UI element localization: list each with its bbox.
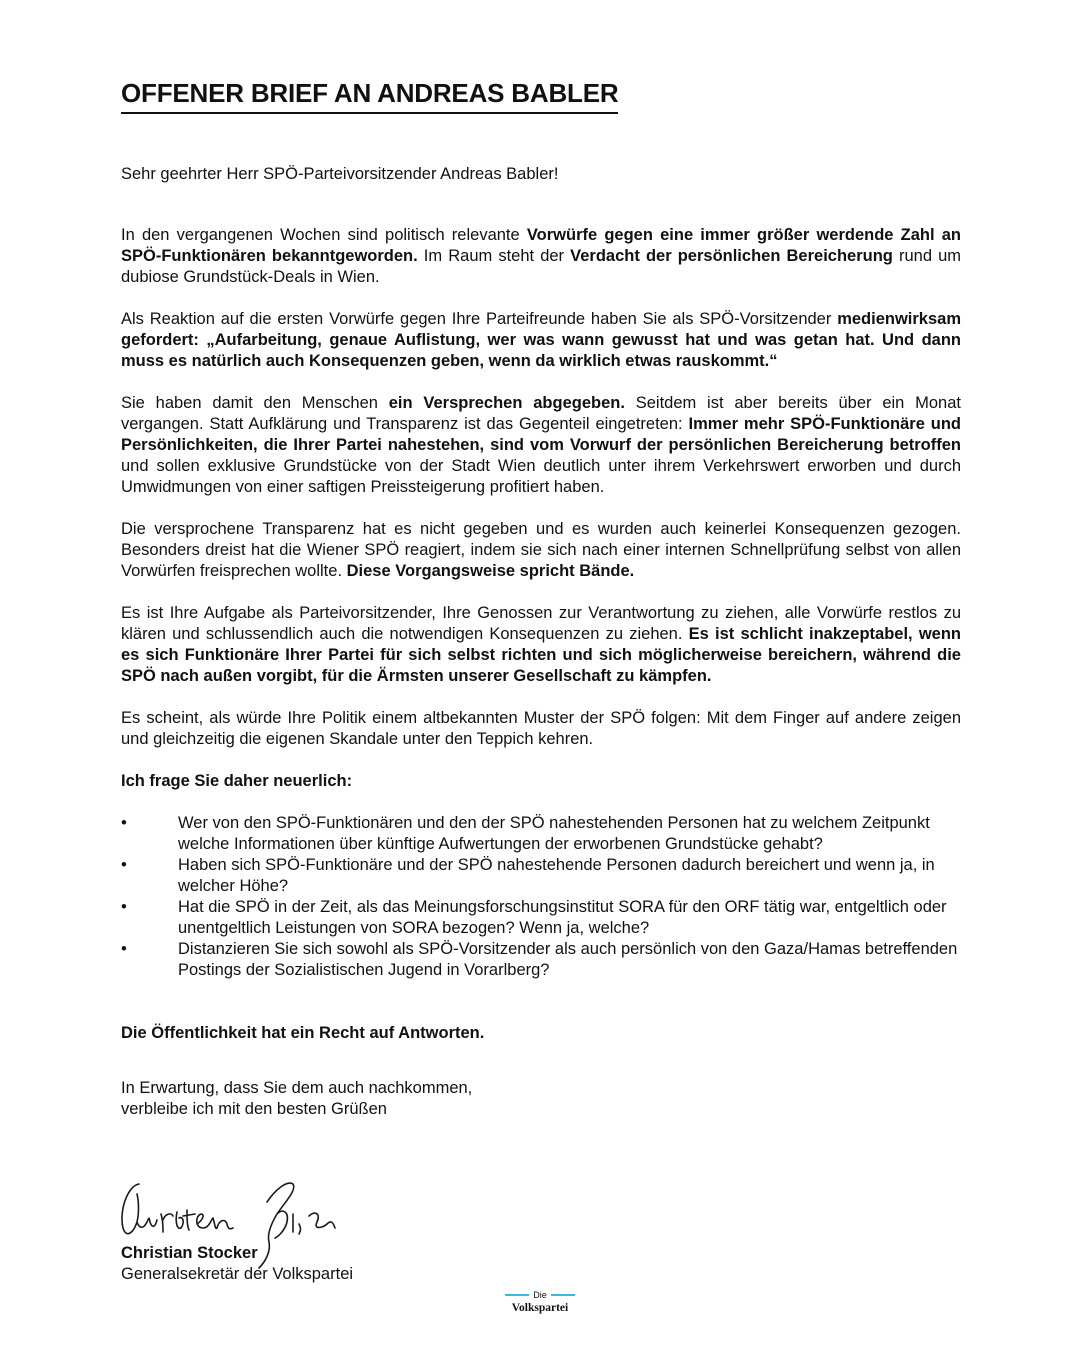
bullet-icon: •	[121, 814, 127, 832]
bullet-icon: •	[121, 940, 127, 958]
text-run: rund um dubiose Grundstück-Deals in Wien.	[121, 247, 962, 286]
bold-text-run: Diese Vorgangsweise spricht Bände.	[346, 562, 635, 580]
question-item	[121, 813, 961, 855]
logo-line-right	[551, 1294, 575, 1296]
paragraph-4	[121, 519, 961, 582]
paragraph-5	[121, 603, 961, 687]
text-run: Als Reaktion auf die ersten Vorwürfe gegen Ihre Parteifreunde haben Sie als SPÖ-Vorsitzender	[121, 310, 838, 328]
question-item	[121, 855, 961, 897]
closing-statement: Die Öffentlichkeit hat ein Recht auf Antworten.	[121, 1024, 485, 1042]
question-lead: Ich frage Sie daher neuerlich:	[121, 772, 353, 790]
bold-text-run: Es ist schlicht inakzeptabel, wenn es sich Funktionäre Ihrer Partei für sich selbst richten und sich möglicherweise bereichern, während die SPÖ nach außen vorgibt, für die Ärmsten unserer Gesellschaft zu kämpfen.	[121, 625, 961, 685]
bold-text-run: medienwirksam gefordert: „Aufarbeitung, genaue Auflistung, wer was wann gewusst hat und was getan hat. Und dann muss es natürlich auch Konsequenzen geben, wenn da wirklich etwas rauskommt.“	[121, 310, 961, 370]
paragraph-1	[121, 225, 961, 288]
question-list	[121, 813, 961, 981]
paragraph-2	[121, 309, 961, 372]
regards	[121, 1078, 961, 1120]
logo-die-text: Die	[533, 1290, 547, 1300]
question-text: Haben sich SPÖ-Funktionäre und der SPÖ nahestehende Personen dadurch bereichert und wenn ja, in welcher Höhe?	[178, 856, 935, 895]
bold-text-run: Immer mehr SPÖ-Funktionäre und Persönlichkeiten, die Ihrer Partei nahestehen, sind vom Vorwurf der persönlichen Bereicherung betroffen	[121, 415, 961, 454]
salutation: Sehr geehrter Herr SPÖ-Parteivorsitzender Andreas Babler!	[121, 165, 559, 183]
bold-text-run: Vorwürfe gegen eine immer größer werdende Zahl an SPÖ-Funktionären bekanntgeworden.	[121, 226, 961, 265]
letter-page	[121, 70, 961, 1120]
regards-line-1: In Erwartung, dass Sie dem auch nachkommen,	[121, 1079, 473, 1097]
regards-line-2: verbleibe ich mit den besten Grüßen	[121, 1100, 387, 1118]
question-text: Distanzieren Sie sich sowohl als SPÖ-Vorsitzender als auch persönlich von den Gaza/Hamas betreffenden Postings der Sozialistischen Jugend in Vorarlberg?	[178, 940, 958, 979]
paragraph-3	[121, 393, 961, 498]
question-text: Wer von den SPÖ-Funktionären und den der SPÖ nahestehenden Personen hat zu welchem Zeitpunkt welche Informationen über künftige Aufwertungen der erworbenen Grundstücke gehabt?	[178, 814, 930, 853]
logo-line-left	[505, 1294, 529, 1296]
text-run: Im Raum steht der	[417, 247, 571, 265]
text-run: Seitdem ist aber bereits über ein Monat vergangen. Statt Aufklärung und Transparenz ist das Gegenteil eingetreten:	[121, 394, 961, 433]
bullet-icon: •	[121, 856, 127, 874]
bullet-icon: •	[121, 898, 127, 916]
signatory-role: Generalsekretär der Volkspartei	[121, 1265, 354, 1283]
bold-text-run: ein Versprechen abgegeben.	[388, 394, 625, 412]
text-run: Es ist Ihre Aufgabe als Parteivorsitzender, Ihre Genossen zur Verantwortung zu ziehen, alle Vorwürfe restlos zu klären und schlussendlich auch die notwendigen Konsequenzen zu ziehen.	[121, 604, 961, 643]
text-run: Es scheint, als würde Ihre Politik einem altbekannten Muster der SPÖ folgen: Mit dem Finger auf andere zeigen und gleichzeitig die eigenen Skandale unter den Teppich kehren.	[121, 709, 961, 748]
paragraph-6	[121, 708, 961, 750]
bold-text-run: Verdacht der persönlichen Bereicherung	[570, 247, 893, 265]
letter-title: OFFENER BRIEF AN ANDREAS BABLER	[121, 78, 618, 114]
question-item	[121, 939, 961, 981]
text-run: In den vergangenen Wochen sind politisch relevante	[121, 226, 527, 244]
text-run: und sollen exklusive Grundstücke von der Stadt Wien deutlich unter ihrem Verkehrswert erworben und durch Umwidmungen von einer saftigen Preissteigerung profitiert haben.	[121, 457, 961, 496]
text-run: Sie haben damit den Menschen	[121, 394, 389, 412]
question-item	[121, 897, 961, 939]
signatory-name: Christian Stocker	[121, 1244, 258, 1262]
logo-main-text: Volkspartei	[511, 1302, 569, 1314]
text-run: Die versprochene Transparenz hat es nicht gegeben und es wurden auch keinerlei Konsequenzen gezogen. Besonders dreist hat die Wiener SPÖ reagiert, indem sie sich nach einer internen Schnellprüfung selbst von allen Vorwürfen freisprechen wollte.	[121, 520, 961, 580]
volkspartei-logo	[499, 1289, 581, 1319]
question-text: Hat die SPÖ in der Zeit, als das Meinungsforschungsinstitut SORA für den ORF tätig war, entgeltlich oder unentgeltlich Leistungen von SORA bezogen? Wenn ja, welche?	[178, 898, 947, 937]
